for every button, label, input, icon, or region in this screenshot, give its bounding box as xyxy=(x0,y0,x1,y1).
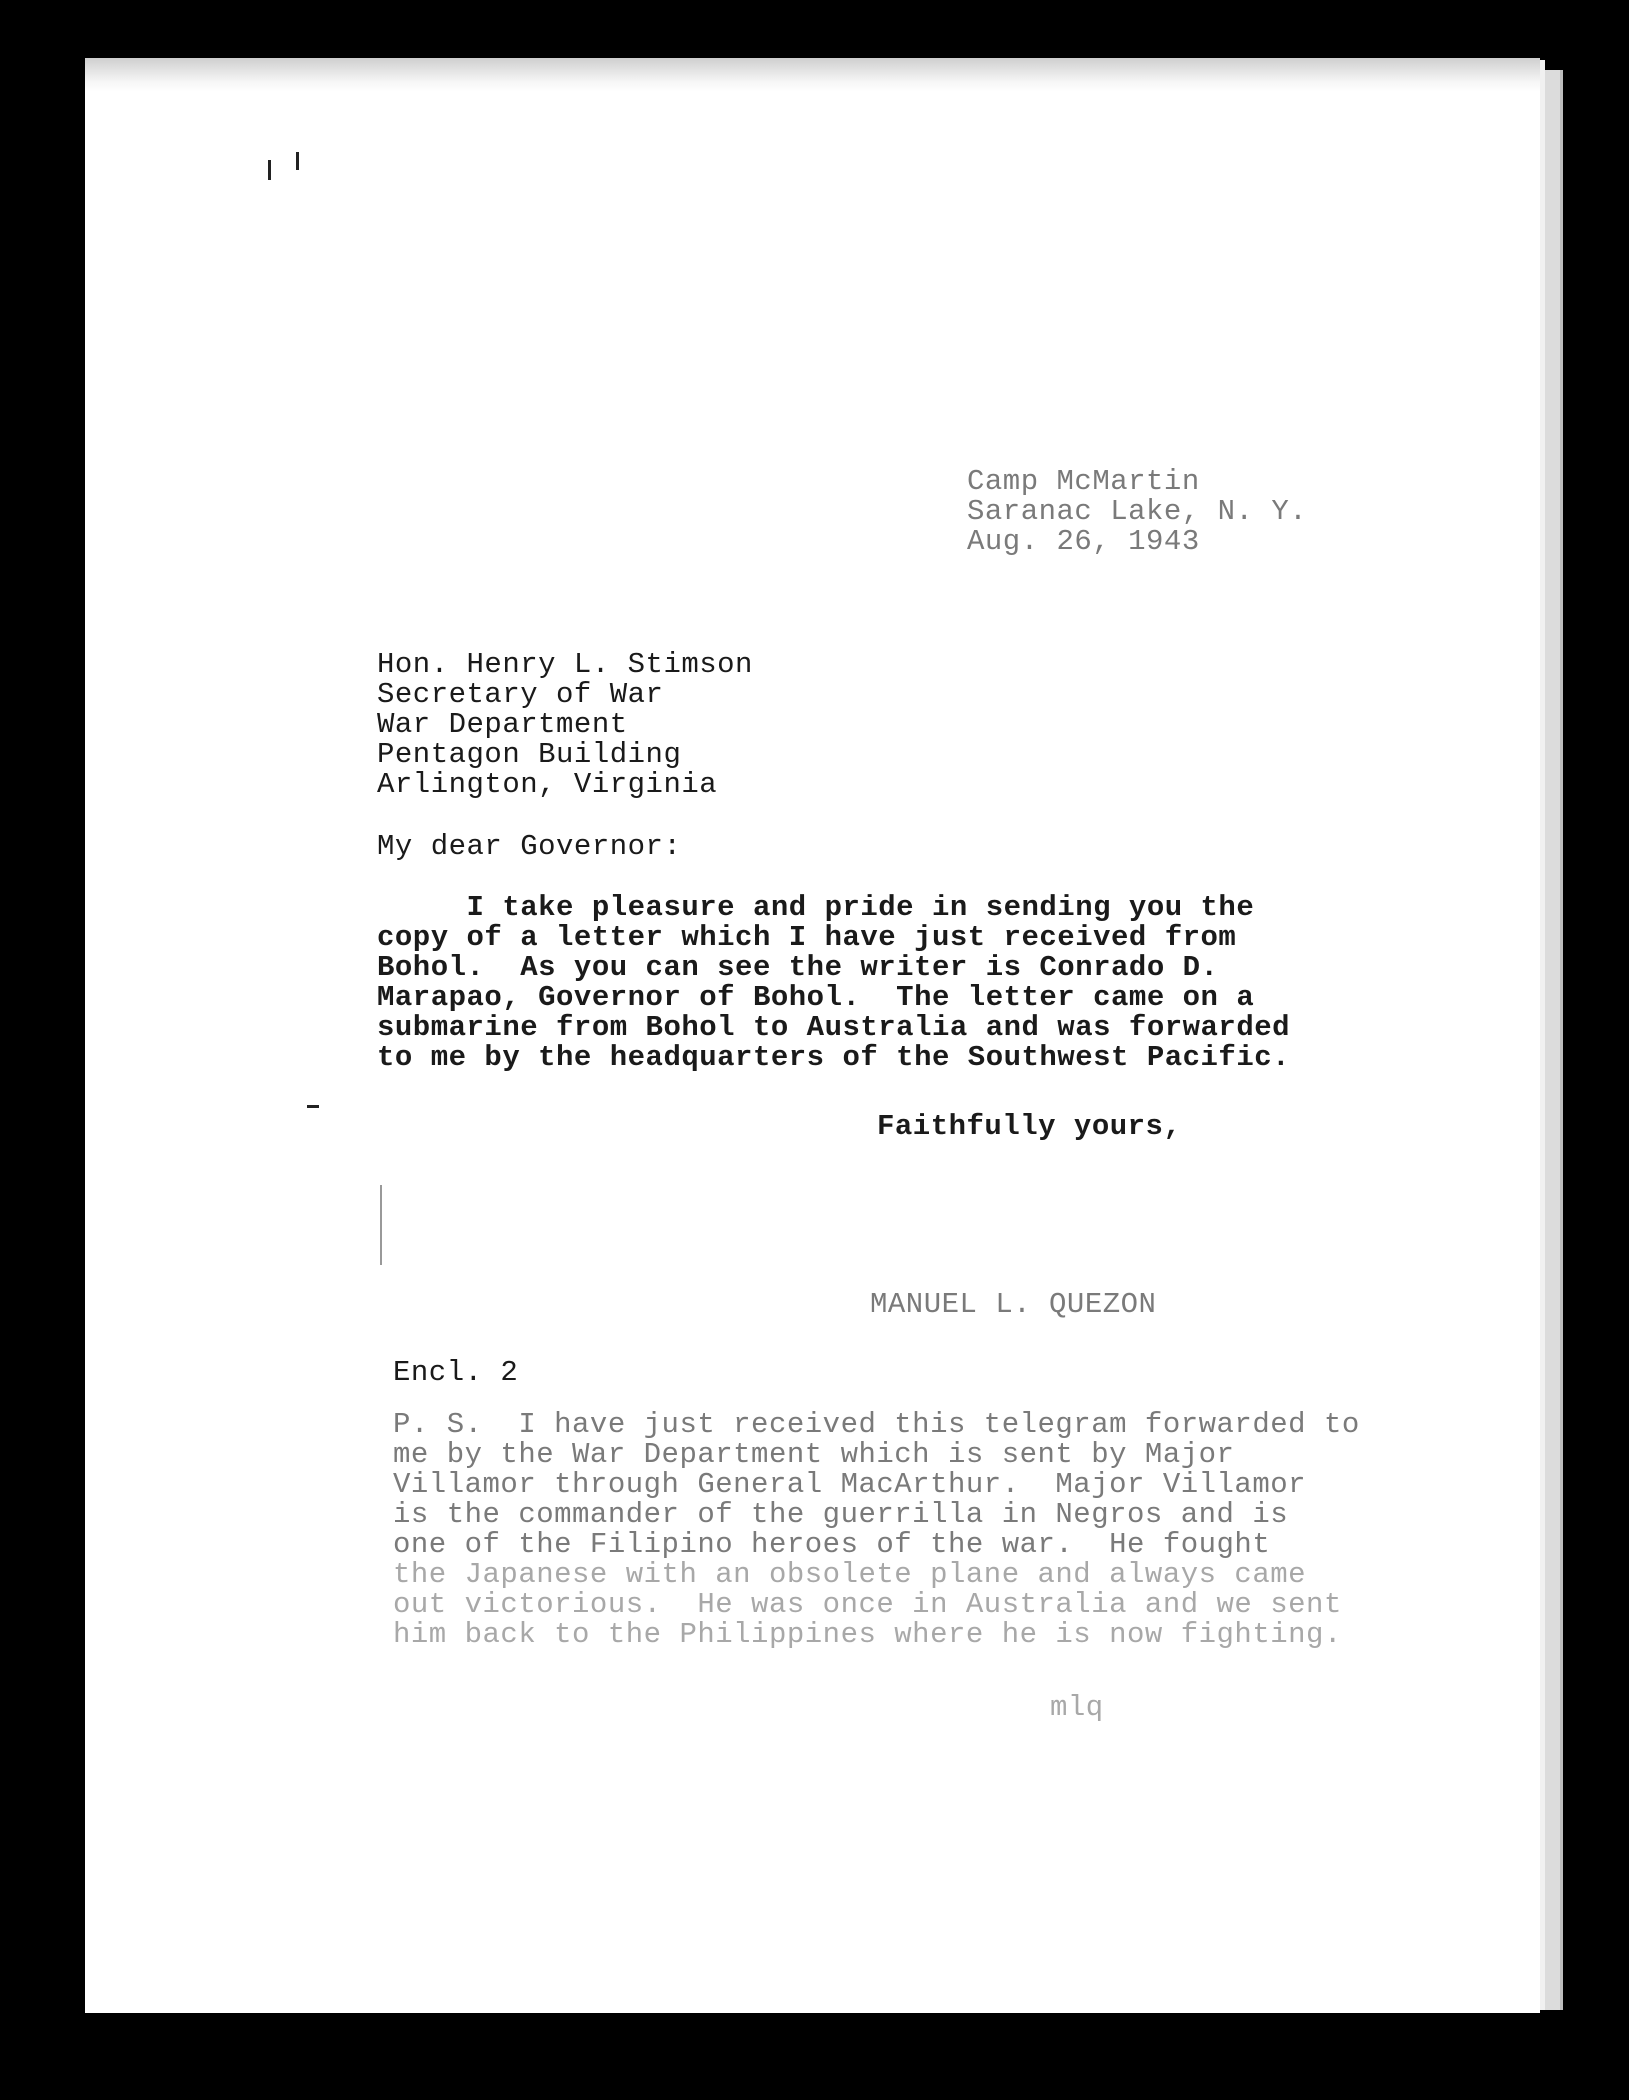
salutation: My dear Governor: xyxy=(377,830,682,863)
body-line-6: to me by the headquarters of the Southwest Pacific. xyxy=(377,1041,1291,1074)
recipient-line-4: Pentagon Building xyxy=(377,738,682,771)
postscript-line-1: P. S. I have just received this telegram forwarded to xyxy=(393,1408,1360,1441)
enclosure: Encl. 2 xyxy=(393,1356,519,1389)
stray-mark xyxy=(307,1105,319,1108)
postscript-line-7: out victorious. He was once in Australia and we sent xyxy=(393,1588,1342,1621)
closing: Faithfully yours, xyxy=(877,1110,1182,1143)
postscript-line-2: me by the War Department which is sent by Major xyxy=(393,1438,1235,1471)
stray-mark xyxy=(268,160,271,180)
recipient-line-1: Hon. Henry L. Stimson xyxy=(377,648,753,681)
postscript-line-6: the Japanese with an obsolete plane and always came xyxy=(393,1558,1307,1591)
body-line-4: Marapao, Governor of Bohol. The letter came on a xyxy=(377,981,1255,1014)
postscript-line-5: one of the Filipino heroes of the war. He fought xyxy=(393,1528,1271,1561)
typist-initials: mlq xyxy=(1050,1691,1104,1724)
recipient-line-2: Secretary of War xyxy=(377,678,664,711)
body-line-3: Bohol. As you can see the writer is Conrado D. xyxy=(377,951,1219,984)
body-line-5: submarine from Bohol to Australia and was forwarded xyxy=(377,1011,1291,1044)
heading-line-1: Camp McMartin xyxy=(967,465,1200,498)
body-line-2: copy of a letter which I have just received from xyxy=(377,921,1237,954)
stray-mark xyxy=(296,152,299,170)
signature: MANUEL L. QUEZON xyxy=(870,1288,1157,1321)
postscript-line-3: Villamor through General MacArthur. Major Villamor xyxy=(393,1468,1307,1501)
postscript-line-4: is the commander of the guerrilla in Negros and is xyxy=(393,1498,1289,1531)
recipient-line-5: Arlington, Virginia xyxy=(377,768,718,801)
stray-mark xyxy=(380,1185,382,1265)
recipient-line-3: War Department xyxy=(377,708,628,741)
body-line-1: I take pleasure and pride in sending you the xyxy=(377,891,1255,924)
postscript-line-8: him back to the Philippines where he is now fighting. xyxy=(393,1618,1342,1651)
heading-line-2: Saranac Lake, N. Y. xyxy=(967,495,1308,528)
page-top-edge xyxy=(85,58,1540,92)
heading-line-3: Aug. 26, 1943 xyxy=(967,525,1200,558)
